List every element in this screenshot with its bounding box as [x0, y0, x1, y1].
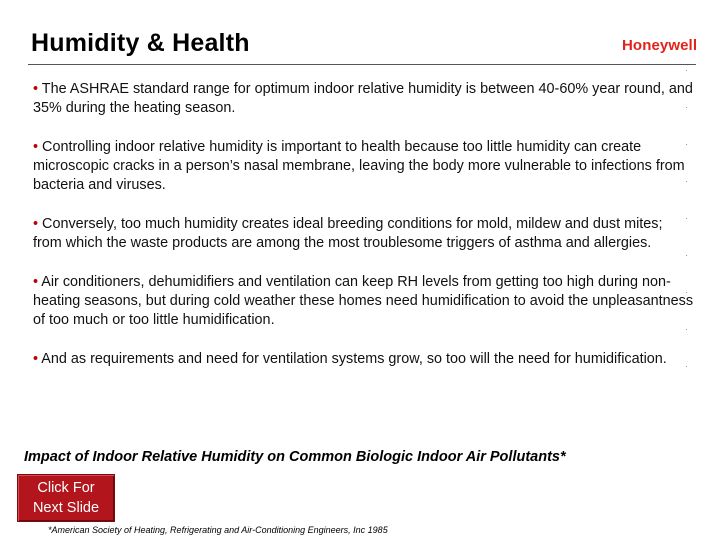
edge-dot-column	[686, 70, 690, 403]
slide-title: Humidity & Health	[31, 29, 250, 57]
bullet-text: Conversely, too much humidity creates ideal breeding conditions for mold, mildew and dust mites; from which the waste products are among the most troublesome triggers of asthma and allergies.	[33, 216, 663, 251]
impact-heading: Impact of Indoor Relative Humidity on Common Biologic Indoor Air Pollutants*	[24, 449, 566, 465]
honeywell-logo: Honeywell	[622, 37, 698, 54]
bullet-text: Air conditioners, dehumidifiers and ventilation can keep RH levels from getting too high during non-heating seasons, but during cold weather these homes need humidification to avoid the unpleasantness of too much or too little humidification.	[33, 274, 694, 328]
bullet-item	[33, 80, 693, 118]
bullet-item	[33, 273, 693, 330]
next-slide-label-line2: Next Slide	[32, 500, 100, 516]
bullet-text: And as requirements and need for ventilation systems grow, so too will the need for humidification.	[41, 351, 667, 367]
footnote: *American Society of Heating, Refrigerating and Air-Conditioning Engineers, Inc 1985	[48, 525, 388, 535]
bullet-text: Controlling indoor relative humidity is important to health because too little humidity can create microscopic cracks in a person’s nasal membrane, leaving the body more vulnerable to infections from bacteria and viruses.	[33, 139, 685, 193]
bullet-item	[33, 350, 693, 369]
bullet-marker: •	[33, 81, 39, 97]
bullet-marker: •	[33, 351, 39, 367]
bullet-marker: •	[33, 274, 39, 290]
title-divider	[28, 64, 696, 65]
bullet-item	[33, 215, 693, 253]
bullet-marker: •	[33, 216, 39, 232]
bullet-list	[33, 80, 693, 389]
bullet-marker: •	[33, 139, 39, 155]
next-slide-label-line1: Click For	[37, 480, 95, 496]
bullet-text: The ASHRAE standard range for optimum indoor relative humidity is between 40-60% year round, and 35% during the heating season.	[33, 81, 693, 116]
next-slide-button[interactable]	[17, 474, 115, 522]
bullet-item	[33, 138, 693, 195]
